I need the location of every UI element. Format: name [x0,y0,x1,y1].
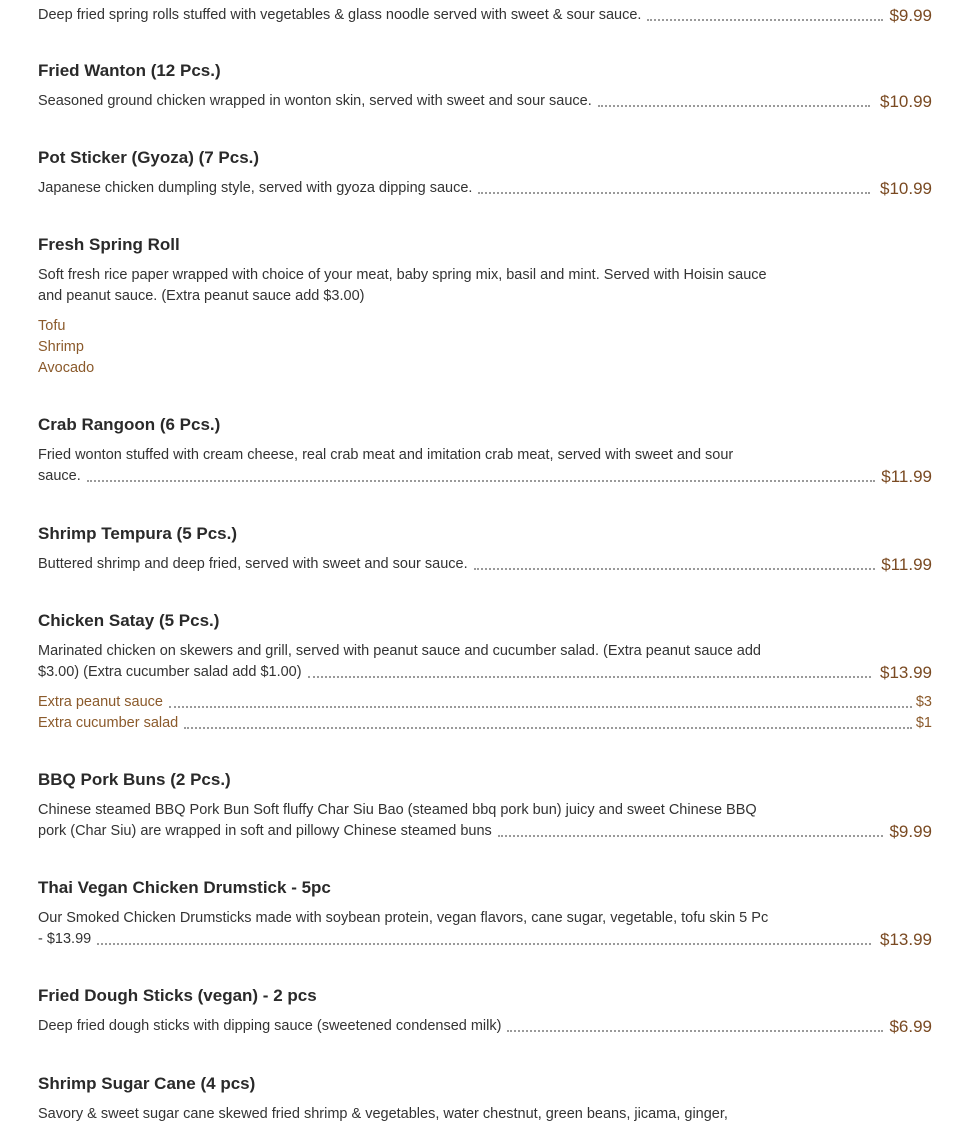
dot-leader [184,726,912,729]
item-title: Fried Wanton (12 Pcs.) [38,61,221,80]
description-text: - $13.99 [38,931,92,947]
description-line [38,265,932,286]
menu-item-crab-rangoon[interactable] [38,414,932,487]
dot-leader [474,567,876,570]
extra-label: Extra cucumber salad [38,715,179,731]
menu-item-bbq-pork-buns[interactable] [38,769,932,842]
item-description [38,641,932,683]
menu-item-chicken-satay[interactable] [38,610,932,734]
menu-item-thai-vegan-drumstick[interactable] [38,877,932,950]
menu-item-fried-dough-sticks[interactable] [38,985,932,1037]
description-text: and peanut sauce. (Extra peanut sauce add $3.00) [38,288,365,304]
description-text: Our Smoked Chicken Drumsticks made with soybean protein, vegan flavors, cane sugar, vegetable, tofu skin 5 Pc [38,910,769,926]
description-text: Deep fried spring rolls stuffed with vegetables & glass noodle served with sweet & sour sauce. [38,7,642,23]
item-description [38,178,932,199]
extra-peanut-sauce[interactable] [38,692,932,713]
dot-leader [507,1029,883,1032]
item-description [38,1104,932,1125]
description-text: Soft fresh rice paper wrapped with choice of your meat, baby spring mix, basil and mint. Served with Hoisin sauce [38,267,767,283]
description-line [38,1104,932,1125]
item-description [38,445,932,487]
dot-leader [169,705,912,708]
description-line [38,466,932,487]
menu-item-spring-rolls[interactable] [38,5,932,26]
option-list [38,316,932,379]
item-title: Fried Dough Sticks (vegan) - 2 pcs [38,986,317,1005]
item-description [38,800,932,842]
item-description [38,908,932,950]
extra-cucumber-salad[interactable] [38,713,932,734]
description-text: Seasoned ground chicken wrapped in wonton skin, served with sweet and sour sauce. [38,93,592,109]
description-text: Fried wonton stuffed with cream cheese, real crab meat and imitation crab meat, served with sweet and sour [38,447,734,463]
dot-leader [97,942,871,945]
item-price: $13.99 [880,663,932,682]
item-price: $13.99 [880,930,932,949]
extra-price: $1 [915,715,932,731]
item-description [38,265,932,307]
menu-item-fresh-spring-roll[interactable] [38,234,932,379]
extra-label: Extra peanut sauce [38,694,163,710]
item-price: $10.99 [880,92,932,111]
menu-item-shrimp-tempura[interactable] [38,523,932,575]
item-description [38,5,932,26]
description-line [38,800,932,821]
item-price: $11.99 [881,467,932,486]
dot-leader [647,18,883,21]
menu-item-pot-sticker[interactable] [38,147,932,199]
item-title: Shrimp Tempura (5 Pcs.) [38,524,238,543]
item-price: $9.99 [889,6,932,25]
item-price: $6.99 [889,1017,932,1036]
extra-price: $3 [915,694,932,710]
dot-leader [87,479,876,482]
description-line [38,662,932,683]
item-title: Chicken Satay (5 Pcs.) [38,611,220,630]
description-text: Savory & sweet sugar cane skewed fried shrimp & vegetables, water chestnut, green beans, jicama, ginger, [38,1106,728,1122]
item-price: $11.99 [881,555,932,574]
description-text: Deep fried dough sticks with dipping sauce (sweetened condensed milk) [38,1018,502,1034]
dot-leader [478,191,870,194]
item-price: $10.99 [880,179,932,198]
option-shrimp[interactable]: Shrimp [38,339,84,355]
item-description [38,91,932,112]
item-title: Shrimp Sugar Cane (4 pcs) [38,1074,256,1093]
description-text: Buttered shrimp and deep fried, served with sweet and sour sauce. [38,556,468,572]
extras-list [38,692,932,734]
dot-leader [498,834,884,837]
description-text: Chinese steamed BBQ Pork Bun Soft fluffy Char Siu Bao (steamed bbq pork bun) juicy and sweet Chinese BBQ [38,802,757,818]
item-title: Pot Sticker (Gyoza) (7 Pcs.) [38,148,260,167]
option-tofu[interactable]: Tofu [38,318,66,334]
description-line [38,286,932,307]
description-line [38,821,932,842]
description-text: sauce. [38,468,81,484]
item-description [38,554,932,575]
option-avocado[interactable]: Avocado [38,360,95,376]
description-text: pork (Char Siu) are wrapped in soft and pillowy Chinese steamed buns [38,823,492,839]
description-line [38,908,932,929]
description-text: $3.00) (Extra cucumber salad add $1.00) [38,664,302,680]
item-price: $9.99 [889,822,932,841]
description-text: Japanese chicken dumpling style, served with gyoza dipping sauce. [38,180,473,196]
item-description [38,1016,932,1037]
menu-item-fried-wanton[interactable] [38,60,932,112]
item-title: Fresh Spring Roll [38,235,180,254]
dot-leader [308,675,871,678]
description-line [38,929,932,950]
item-title: Thai Vegan Chicken Drumstick - 5pc [38,878,331,897]
description-line [38,641,932,662]
item-title: BBQ Pork Buns (2 Pcs.) [38,770,231,789]
menu-item-shrimp-sugar-cane[interactable] [38,1073,932,1125]
description-line [38,445,932,466]
item-title: Crab Rangoon (6 Pcs.) [38,415,221,434]
description-text: Marinated chicken on skewers and grill, served with peanut sauce and cucumber salad. (Extra peanut sauce add [38,643,761,659]
dot-leader [598,104,870,107]
